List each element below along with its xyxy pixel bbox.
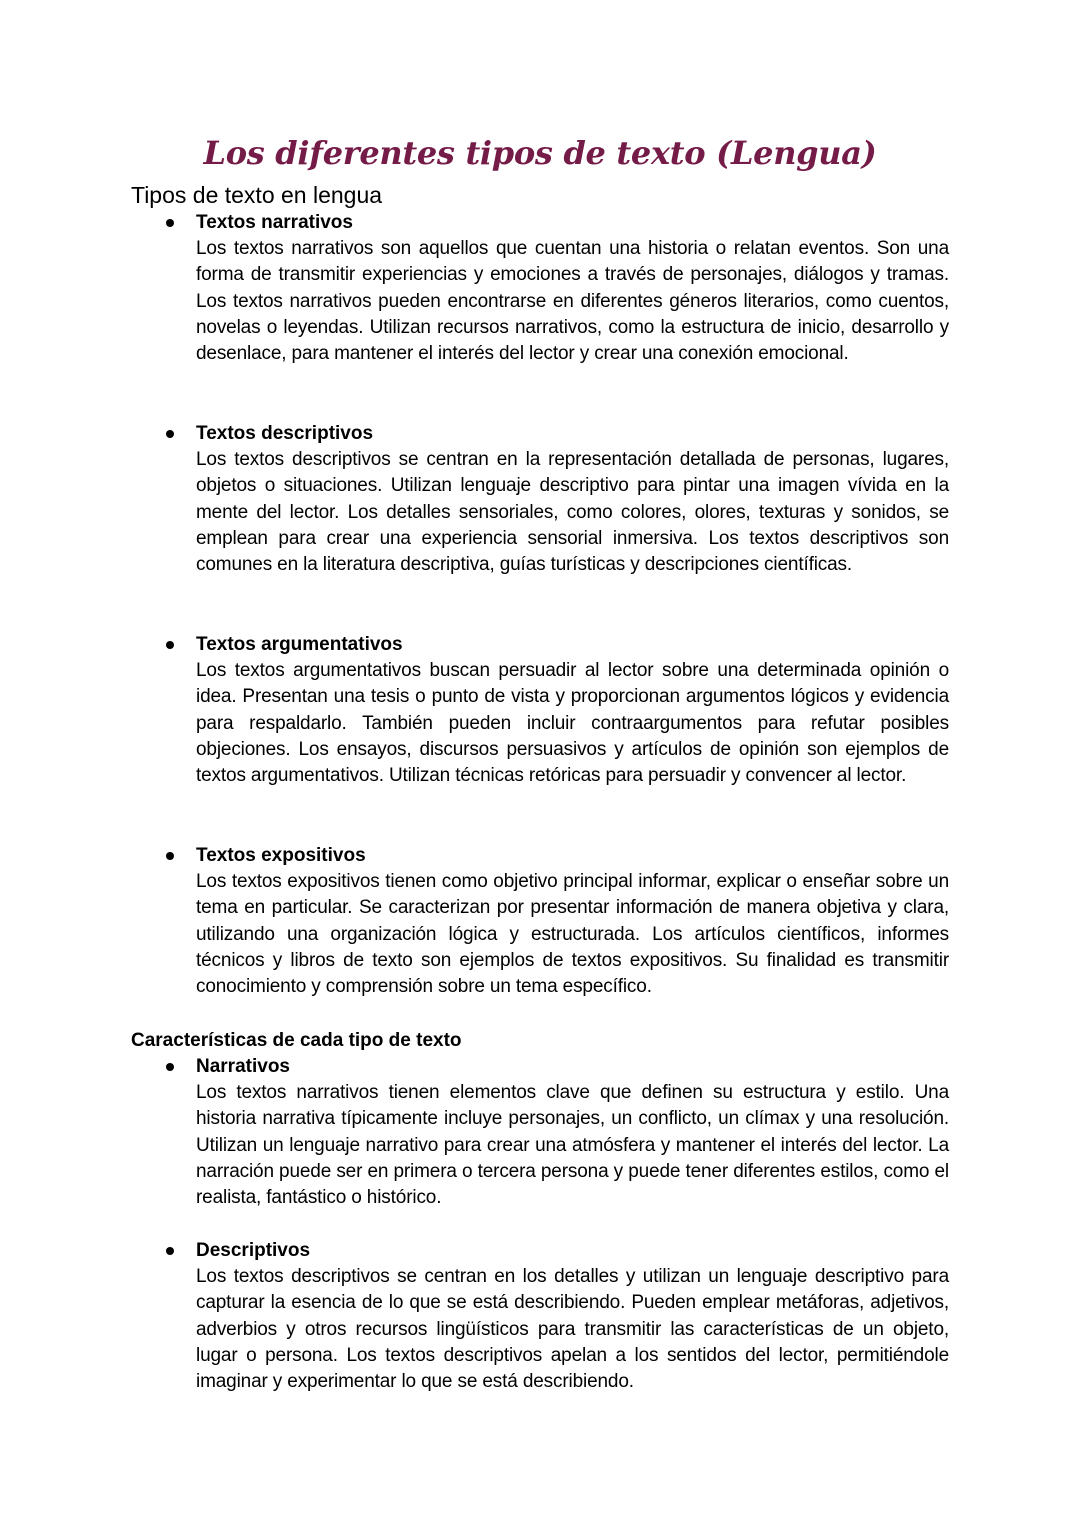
section-heading-tipos: Tipos de texto en lengua bbox=[131, 182, 383, 208]
item-title: Textos descriptivos bbox=[196, 423, 374, 444]
item-body: Los textos expositivos tienen como objetivo principal informar, explicar o enseñar sobre un tema en particular. Se caracterizan por presentar información de manera objetiva y clara, utilizando una organización lógica y estructurada. Los artículos científicos, informes técnicos y libros de texto son ejemplos de textos expositivos. Su finalidad es transmitir conocimiento y comprensión sobre un tema específico. bbox=[196, 871, 949, 998]
item-body: Los textos narrativos tienen elementos clave que definen su estructura y estilo. Una historia narrativa típicamente incluye personajes, un conflicto, un clímax y una resolución. Utilizan un lenguaje narrativo para crear una atmósfera y mantener el interés del lector. La narración puede ser en primera o tercera persona y puede tener diferentes estilos, como el realista, fantástico o histórico. bbox=[196, 1082, 949, 1209]
item-title: Textos narrativos bbox=[196, 212, 353, 233]
bullet-icon bbox=[166, 1063, 174, 1071]
bullet-icon bbox=[166, 219, 174, 227]
item-title: Textos argumentativos bbox=[196, 634, 403, 655]
bullet-icon bbox=[166, 852, 174, 860]
item-body: Los textos argumentativos buscan persuadir al lector sobre una determinada opinión o idea. Presentan una tesis o punto de vista y proporcionan argumentos lógicos y evidencia para respaldarlo. También pueden incluir contraargumentos para refutar posibles objeciones. Los ensayos, discursos persuasivos y artículos de opinión son ejemplos de textos argumentativos. Utilizan técnicas retóricas para persuadir y convencer al lector. bbox=[196, 660, 949, 787]
bullet-icon bbox=[166, 430, 174, 438]
document-title: Los diferentes tipos de texto (Lengua) bbox=[203, 134, 877, 172]
section-heading-caracteristicas: Características de cada tipo de texto bbox=[131, 1030, 462, 1051]
item-title: Narrativos bbox=[196, 1056, 290, 1077]
item-body: Los textos narrativos son aquellos que cuentan una historia o relatan eventos. Son una forma de transmitir experiencias y emociones a través de personajes, diálogos y tramas. Los textos narrativos pueden encontrarse en diferentes géneros literarios, como cuentos, novelas o leyendas. Utilizan recursos narrativos, como la estructura de inicio, desarrollo y desenlace, para mantener el interés del lector y crear una conexión emocional. bbox=[196, 238, 949, 365]
item-title: Descriptivos bbox=[196, 1240, 311, 1261]
item-body: Los textos descriptivos se centran en los detalles y utilizan un lenguaje descriptivo para capturar la esencia de lo que se está describiendo. Pueden emplear metáforas, adjetivos, adverbios y otros recursos lingüísticos para transmitir las características de un objeto, lugar o persona. Los textos descriptivos apelan a los sentidos del lector, permitiéndole imaginar y experimentar lo que se está describiendo. bbox=[196, 1266, 949, 1393]
item-body: Los textos descriptivos se centran en la representación detallada de personas, lugares, objetos o situaciones. Utilizan lenguaje descriptivo para pintar una imagen vívida en la mente del lector. Los detalles sensoriales, como colores, olores, texturas y sonidos, se emplean para crear una experiencia sensorial inmersiva. Los textos descriptivos son comunes en la literatura descriptiva, guías turísticas y descripciones científicas. bbox=[196, 449, 949, 576]
item-title: Textos expositivos bbox=[196, 845, 366, 866]
bullet-icon bbox=[166, 1247, 174, 1255]
bullet-icon bbox=[166, 641, 174, 649]
